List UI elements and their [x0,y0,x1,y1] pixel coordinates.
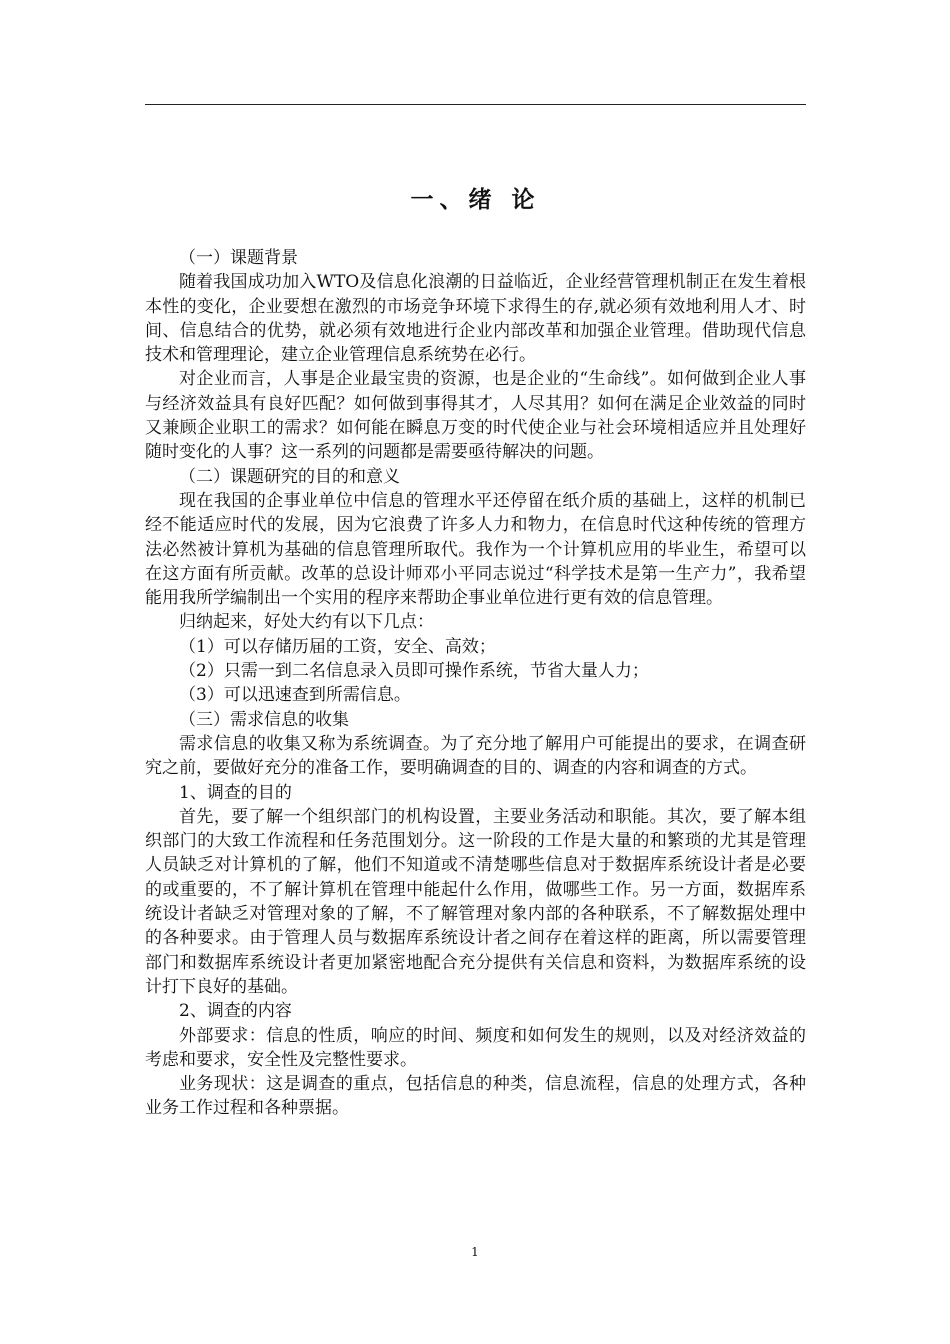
section-heading: （二）课题研究的目的和意义 [179,466,400,487]
subsection-heading: 1、调查的目的 [179,782,292,803]
paragraph: 外部要求：信息的性质，响应的时间、频度和如何发生的规则，以及对经济效益的考虑和要求，安全性及完整性要求。 [145,1025,806,1070]
paragraph: 业务现状：这是调查的重点，包括信息的种类，信息流程，信息的处理方式，各种业务工作过程和各种票据。 [145,1074,806,1119]
header-rule [145,104,806,105]
paragraph: 需求信息的收集又称为系统调查。为了充分地了解用户可能提出的要求，在调查研究之前，要做好充分的准备工作，要明确调查的目的、调查的内容和调查的方式。 [145,733,806,779]
paragraph: 随着我国成功加入WTO及信息化浪潮的日益临近，企业经营管理机制正在发生着根本性的变化，企业要想在激烈的市场竞争环境下求得生的存,就必须有效地利用人才、时间、信息结合的优势，就必须有效地进行企业内部改革和加强企业管理。借助现代信息技术和管理理论，建立企业管理信息系统势在必行。 [145,272,806,366]
section-heading: （一）课题背景 [179,248,298,268]
page-number: 1 [471,1245,479,1259]
chapter-title: 一、绪 论 [410,186,541,213]
list-item: （2）只需一到二名信息录入员即可操作系统，节省大量人力； [179,661,649,682]
paragraph: 对企业而言，人事是企业最宝贵的资源，也是企业的“生命线”。如何做到企业人事与经济效益具有良好匹配？如何做到事得其才，人尽其用？如何在满足企业效益的同时又兼顾企业职工的需求？如何能在瞬息万变的时代使企业与社会环境相适应并且处理好随时变化的人事？这一系列的问题都是需要亟待解决的问题。 [145,369,806,463]
subsection-heading: 2、调查的内容 [179,1001,292,1022]
paragraph: 现在我国的企事业单位中信息的管理水平还停留在纸介质的基础上，这样的机制已经不能适应时代的发展，因为它浪费了许多人力和物力，在信息时代这种传统的管理方法必然被计算机为基础的信息管理所取代。我作为一个计算机应用的毕业生，希望可以在这方面有所贡献。改革的总设计师邓小平同志说过“科学技术是第一生产力”，我希望能用我所学编制出一个实用的程序来帮助企事业单位进行更有效的信息管理。 [145,490,806,609]
section-heading: （三）需求信息的收集 [179,709,349,730]
list-item: （3）可以迅速查到所需信息。 [179,685,411,706]
paragraph: 归纳起来，好处大约有以下几点： [179,612,434,633]
document-body [145,246,806,1121]
paragraph: 首先，要了解一个组织部门的机构设置，主要业务活动和职能。其次，要了解本组织部门的大致工作流程和任务范围划分。这一阶段的工作是大量的和繁琐的尤其是管理人员缺乏对计算机的了解，他们不知道或不清楚哪些信息对于数据库系统设计者是必要的或重要的，不了解计算机在管理中能起什么作用，做哪些工作。另一方面，数据库系统设计者缺乏对管理对象的了解，不了解管理对象内部的各种联系，不了解数据处理中的各种要求。由于管理人员与数据库系统设计者之间存在着这样的距离，所以需要管理部门和数据库系统设计者更加紧密地配合充分提供有关信息和资料，为数据库系统的设计打下良好的基础。 [145,806,806,997]
list-item: （1）可以存储历届的工资，安全、高效； [179,636,496,657]
